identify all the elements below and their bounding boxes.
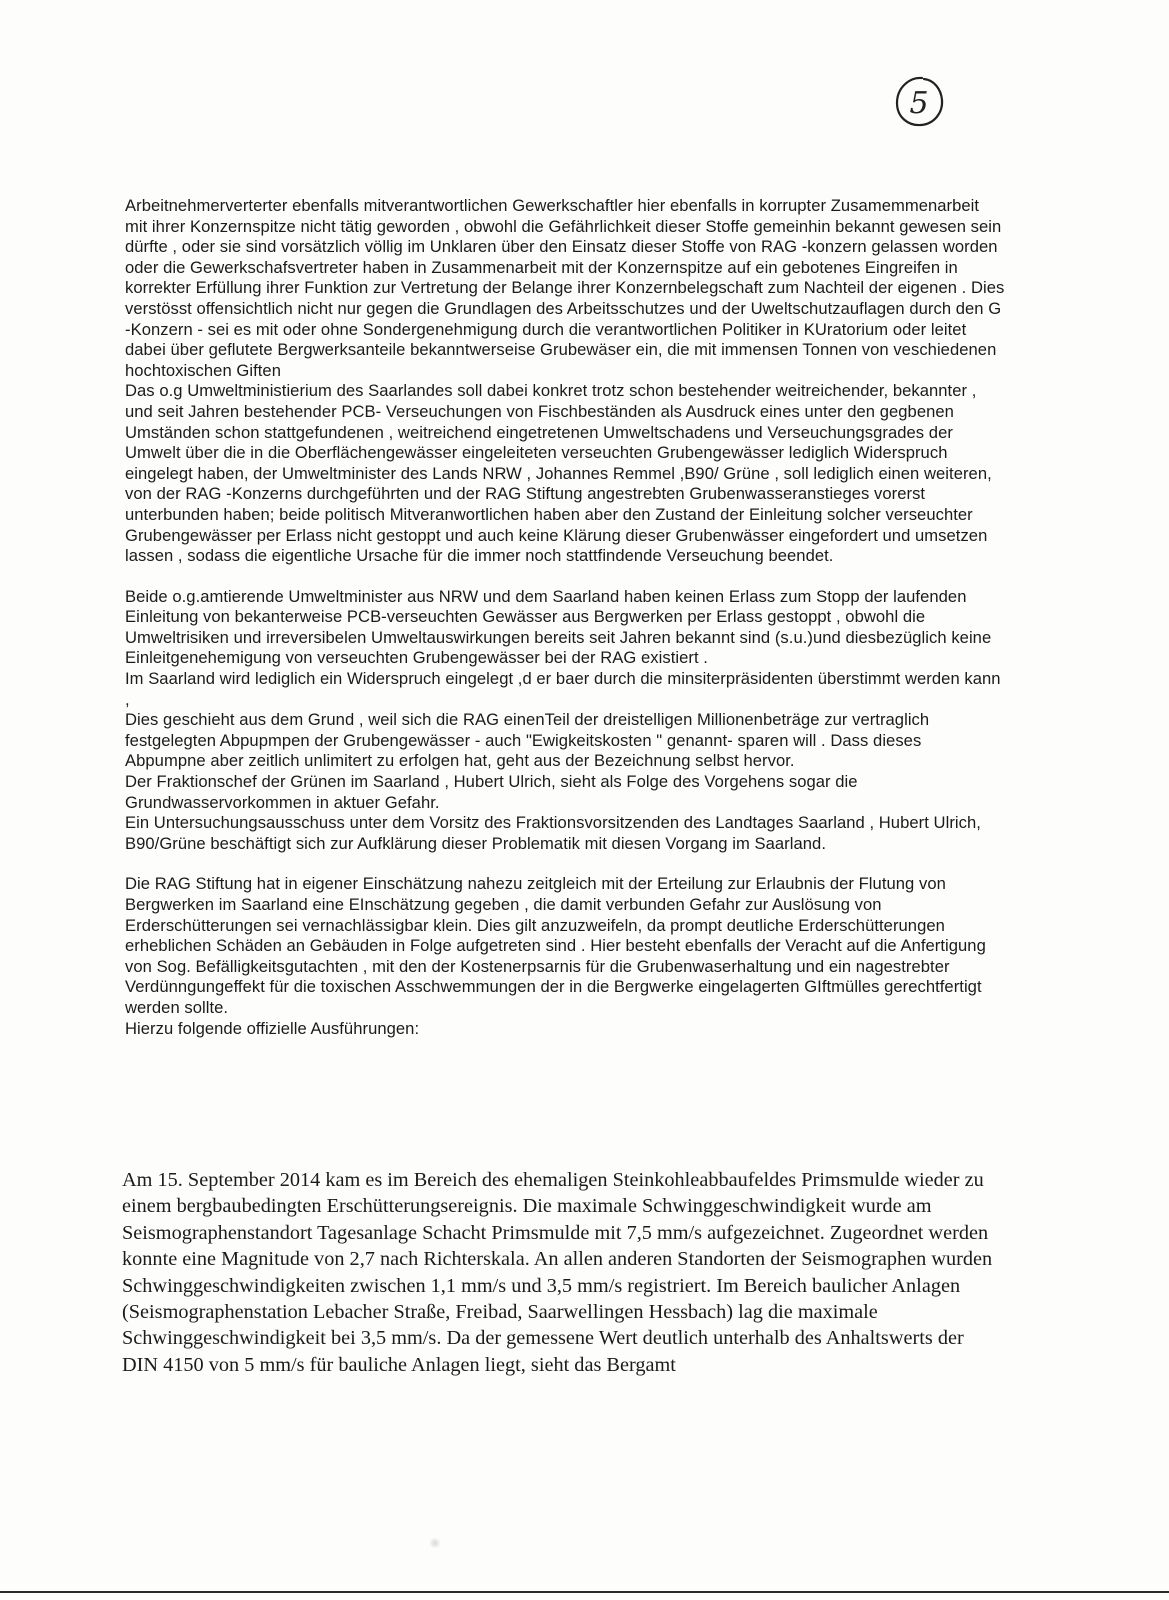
- paragraph-9: Hierzu folgende offizielle Ausführungen:: [125, 1018, 420, 1038]
- paragraph-5: Dies geschieht aus dem Grund , weil sich die RAG einenTeil der dreistelligen Millionenbeträge zur vertraglich festgelegten Abpupmpen der Grubengewässer - auch "Ewigkeitskosten " genannt- sparen will . Dass dieses Abpumpne aber zeitlich unlimitert zu erfolgen hat, geht aus der Bezeichnung selbst hervor.: [125, 710, 930, 771]
- paragraph-3: Beide o.g.amtierende Umweltminister aus NRW und dem Saarland haben keinen Erlass zum Stopp der laufenden Einleitung von bekanterweise PCB-verseuchten Gewässer aus Bergwerken per Erlass gestoppt , obwohl die Umweltrisiken und irreversibelen Umweltauswirkungen bereits seit Jahren bekannt sind (s.u.)und diesbezüglich keine Einleitgenehemigung von verseuchten Grubengewässer bei der RAG existiert .: [125, 586, 992, 668]
- paragraph-4: Im Saarland wird lediglich ein Widerspruch eingelegt ,d er baer durch die minsiterpräsidenten überstimmt werden kann ,: [125, 669, 1001, 709]
- scan-artifact: [428, 1538, 442, 1548]
- page-number-mark: [889, 72, 949, 132]
- paragraph-gap: [125, 854, 1005, 874]
- letter-body: [125, 196, 1005, 1039]
- paragraph-8: Die RAG Stiftung hat in eigener Einschätzung nahezu zeitgleich mit der Erteilung zur Erlaubnis der Flutung von Bergwerken im Saarland eine EInschätzung gegeben , die damit verbunden Gefahr zur Auslösung von Erderschütterungen sei vernachlässigbar klein. Dies gilt anzuzweifeln, da prompt deutliche Erderschütterungen erheblichen Schäden an Gebäuden in Folge aufgetreten sind . Hier besteht ebenfalls der Veracht auf die Anfertigung von Sog. Befälligkeitsgutachten , mit den der Kostenerpsarnis für die Grubenwaserhaltung und ein nagestrebter Verdünngungeffekt für die toxischen Asschwemmungen der in die Bergwerke eingelagerten GIftmülles gerechtfertigt werden sollte.: [125, 874, 986, 1017]
- paragraph-2: Das o.g Umweltministierium des Saarlandes soll dabei konkret trotz schon bestehender weitreichender, bekannter , und seit Jahren bestehender PCB- Verseuchungen von Fischbeständen als Ausdruck eines unter den gegbenen Umständen schon stattgefundenen , weitreichend eingetretenen Umweltschadens und Verseuchungsgrades der Umwelt über die in die Oberflächengewässer eingeleiteten verseuchten Grubengewässer lediglich Widerspruch eingelegt haben, der Umweltminister des Lands NRW , Johannes Remmel ,B90/ Grüne , soll lediglich einen weiteren, von der RAG -Konzerns durchgeführten und der RAG Stiftung angestrebten Grubenwasseranstieges vorerst unterbunden haben; beide politisch Mitveranwortlichen haben aber den Zustand der Einleitung solcher verseuchter Grubengewässer per Erlass nicht gestoppt und auch keine Klärung dieser Grubenwässer eingefordert und umsetzen lassen , sodass die eigentliche Ursache für die immer noch stattfindende Verseuchung beendet.: [125, 381, 992, 566]
- official-quote: [122, 1167, 1002, 1378]
- paragraph-1: Arbeitnehmerverterter ebenfalls mitverantwortlichen Gewerkschaftler hier ebenfalls in korrupter Zusamemmenarbeit mit ihrer Konzernspitze nicht tätig geworden , obwohl die Gefährlichkeit dieser Stoffe gemeinhin bekannt gewesen sein dürfte , oder sie sind vorsätzlich völlig im Unklaren über den Einsatz dieser Stoffe von RAG -konzern gelassen worden oder die Gewerkschafsvertreter haben in Zusammenarbeit mit der Konzernspitze auf ein gebotenes Eingreifen in korrekter Erfüllung ihrer Funktion zur Vertretung der Belange ihrer Konzernbelegschaft zum Nachteil der eigenen . Dies verstösst offensichtlich nicht nur gegen die Grundlagen des Arbeitsschutzes und der Uweltschutzauflagen durch den G -Konzern - sei es mit oder ohne Sondergenehmigung durch die verantwortlichen Politiker in KUratorium oder leitet dabei über geflutete Bergwerksanteile bekanntwerseise Grubewäser ein, die mit immensen Tonnen von veschiedenen hochtoxischen Giften: [125, 196, 1005, 380]
- handwritten-circle-icon: [889, 72, 949, 132]
- page-number-digit: 5: [909, 86, 929, 121]
- paragraph-7: Ein Untersuchungsausschuss unter dem Vorsitz des Fraktionsvorsitzenden des Landtages Saarland , Hubert Ulrich, B90/Grüne beschäftigt sich zur Aufklärung dieser Problematik mit diesen Vorgang im Saarland.: [125, 813, 981, 853]
- page-bottom-edge: [0, 1591, 1169, 1593]
- paragraph-gap: [125, 567, 1005, 587]
- quote-paragraph: Am 15. September 2014 kam es im Bereich des ehemaligen Steinkohleabbaufeldes Primsmulde wieder zu einem bergbaubedingten Erschütterungsereignis. Die maximale Schwinggeschwindigkeit wurde am Seismographenstandort Tagesanlage Schacht Primsmulde mit 7,5 mm/s aufgezeichnet. Zugeordnet werden konnte eine Magnitude von 2,7 nach Richterskala. An allen anderen Standorten der Seismographen wurden Schwinggeschwindigkeiten zwischen 1,1 mm/s und 3,5 mm/s registriert. Im Bereich baulicher Anlagen (Seismographenstation Lebacher Straße, Freibad, Saarwellingen Hessbach) lag die maximale Schwinggeschwindigkeit bei 3,5 mm/s. Da der gemessene Wert deutlich unterhalb des Anhaltswerts der DIN 4150 von 5 mm/s für bauliche Anlagen liegt, sieht das Bergamt: [122, 1169, 993, 1376]
- paragraph-6: Der Fraktionschef der Grünen im Saarland , Hubert Ulrich, sieht als Folge des Vorgehens sogar die Grundwasservorkommen in aktuer Gefahr.: [125, 772, 858, 812]
